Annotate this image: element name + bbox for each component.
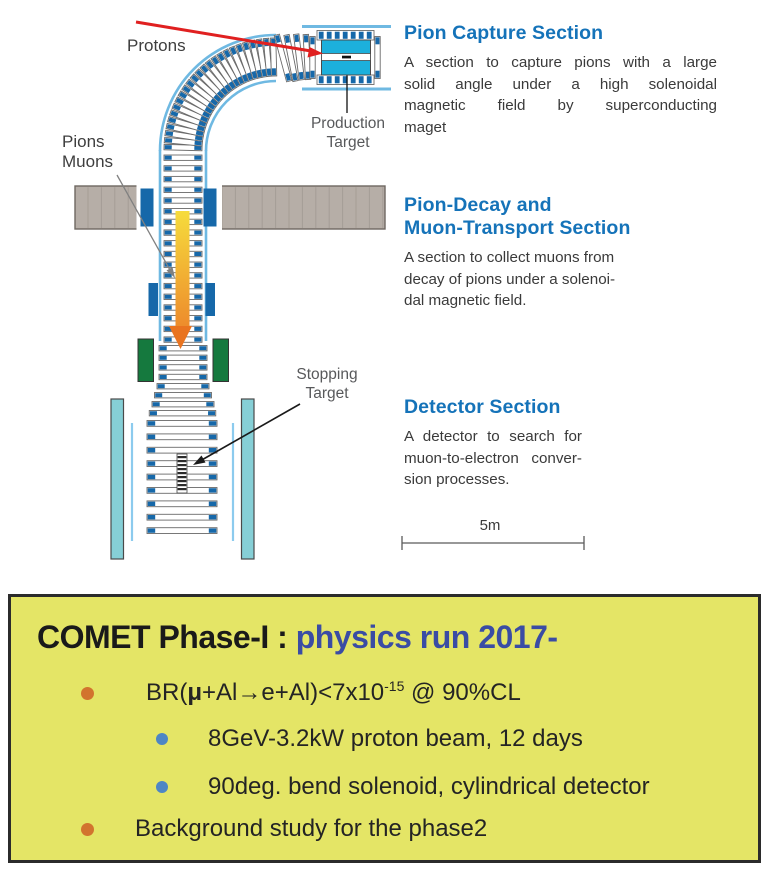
stopping-target-label: Stopping Target	[296, 366, 358, 402]
section-pion-decay-muon-transport	[404, 194, 630, 312]
bullet-dot-blue	[156, 733, 168, 745]
pions-label: Pions	[62, 132, 105, 151]
section-body: A section to capture pions with a large solid angle under a high solenoidal magnetic field by superconducting maget	[404, 54, 717, 136]
stopping-target	[177, 454, 187, 493]
section-detector	[404, 396, 582, 491]
bullet-background-study: Background study for the phase2	[135, 815, 488, 842]
section-body: A detector to search for muon-to-electron conver- sion processes.	[404, 428, 582, 489]
bullet-dot-blue	[156, 781, 168, 793]
production-target-label: Production Target	[310, 115, 386, 151]
bullet-dot-orange	[81, 823, 94, 836]
bullet-dot-orange	[81, 687, 94, 700]
section-pion-capture	[404, 22, 717, 138]
pions-muons-label	[62, 132, 113, 172]
section-title: Detector Section	[404, 396, 561, 418]
production-target	[342, 56, 351, 59]
title-blue-part: physics run 2017-	[295, 619, 558, 655]
scale-bar-label: 5m	[479, 517, 501, 534]
scale-bar	[402, 536, 584, 550]
section-body: A section to collect muons from decay of pions under a solenoi- dal magnetic field.	[404, 249, 616, 310]
protons-label: Protons	[127, 36, 186, 55]
section-title: Pion Capture Section	[404, 22, 604, 44]
section-title: Muon-Transport Section	[404, 217, 631, 239]
muons-label: Muons	[62, 152, 114, 171]
shield-wall	[75, 185, 385, 231]
bullet-br-limit: $BR(\mu+Al\to e+Al)<7x10^{-15}$ @ 90%CL	[146, 678, 521, 706]
phase-box-title	[37, 619, 558, 656]
bullet-proton-beam: 8GeV-3.2kW proton beam, 12 days	[208, 725, 583, 752]
bullet-solenoid-detector: 90deg. bend solenoid, cylindrical detector	[208, 773, 650, 800]
comet-phase1-box	[8, 594, 761, 863]
section-title: Pion-Decay and	[404, 194, 552, 216]
capture-solenoid	[310, 31, 380, 114]
title-black-part: COMET Phase-I :	[37, 619, 296, 655]
